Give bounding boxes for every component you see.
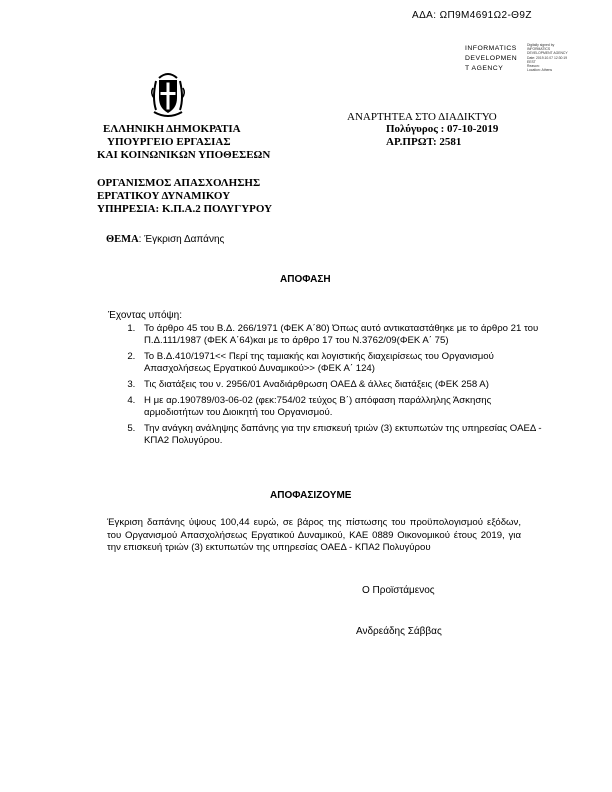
agency-name: ΟΡΓΑΝΙΣΜΟΣ ΑΠΑΣΧΟΛΗΣΗΣ (97, 177, 261, 189)
greek-coat-of-arms-emblem (148, 68, 188, 120)
subject-text: : Έγκριση Δαπάνης (138, 234, 225, 245)
ada-code: ΑΔΑ: ΩΠ9Μ4691Ω2-Θ9Ζ (412, 10, 532, 21)
signature-detail-line: EEST (527, 59, 536, 64)
signature-label-line: DEVELOPMEN (465, 55, 518, 62)
decision-title: ΑΠΟΦΑΣΗ (280, 274, 331, 285)
signature-detail-line: Date: 2019.10.07 12:30:19 (527, 55, 568, 60)
decision-text: Έγκριση δαπάνης ύψους 100,44 ευρώ, σε βάρος της πίστωσης του προϋπολογισμού εξόδων, του Οργανισμού Απασχολήσεως Εργατικού Δυναμικού, ΚΑΕ 0889 Οικονομικού έτους 2019, για την επισκευή τριών (3) εκτυπωτών της υπηρεσίας ΟΑΕΔ - ΚΠΑ2 Πολυγύρου (107, 517, 521, 554)
signature-detail-line: Location: Athens (527, 68, 553, 73)
signature-label-line: INFORMATICS (465, 45, 517, 52)
org-name: ΕΛΛΗΝΙΚΗ ΔΗΜΟΚΡΑΤΙΑ (103, 123, 241, 135)
list-item: 3. Τις διατάξεις του ν. 2956/01 Αναδιάρθρωση ΟΑΕΔ & άλλες διατάξεις (ΦΕΚ 258 Α) (138, 379, 548, 391)
considerations-list (108, 323, 548, 451)
list-item: 2. Το Β.Δ.410/1971<< Περί της ταμιακής και λογιστικής διαχειρίσεως του Οργανισμού Απασχολήσεως Εργατικού Δυναμικού>> (ΦΕΚ Α΄ 124) (138, 351, 548, 376)
place-date: Πολύγυρος : 07-10-2019 (386, 123, 499, 135)
posted-online-note: ΑΝΑΡΤΗΤΕΑ ΣΤΟ ΔΙΑΔΙΚΤΥΟ (347, 111, 497, 123)
signature-detail-line: DEVELOPMENT AGENCY (527, 51, 568, 56)
list-item: 1. Το άρθρο 45 του Β.Δ. 266/1971 (ΦΕΚ Α΄80) Όπως αυτό αντικαταστάθηκε με το άρθρο 21 του Π.Δ.111/1987 (ΦΕΚ Α΄64)και με το άρθρο 17 του Ν.3762/09(ΦΕΚ Α΄ 75) (138, 323, 548, 348)
digital-signature-label (465, 44, 517, 74)
list-item: 4. Η με αρ.190789/03-06-02 (φεκ:754/02 τεύχος Β΄) απόφαση παράλληλης Άσκησης αρμοδιοτήτων του Διοικητή του Οργανισμού. (138, 395, 548, 420)
signature-detail-line: INFORMATICS (527, 47, 551, 52)
signature-label-line: T AGENCY (465, 65, 504, 72)
we-decide-heading: ΑΠΟΦΑΣΙΖΟΥΜΕ (270, 490, 352, 501)
signature-detail-line: Digitally signed by (527, 43, 555, 47)
signatory-role: Ο Προϊστάμενος (362, 585, 435, 596)
subject-label: ΘΕΜΑ (106, 234, 139, 245)
list-item: 5. Την ανάγκη ανάληψης δαπάνης για την επισκευή τριών (3) εκτυπωτών της υπηρεσίας ΟΑΕΔ - ΚΠΑ2 Πολυγύρου. (138, 423, 548, 448)
ministry-name-cont: ΚΑΙ ΚΟΙΝΩΝΙΚΩΝ ΥΠΟΘΕΣΕΩΝ (97, 149, 271, 161)
ministry-name: ΥΠΟΥΡΓΕΙΟ ΕΡΓΑΣΙΑΣ (107, 136, 231, 148)
agency-name-cont: ΕΡΓΑΤΙΚΟΥ ΔΥΝΑΜΙΚΟΥ (97, 190, 231, 202)
protocol-number: ΑΡ.ΠΡΩΤ: 2581 (386, 136, 462, 148)
digital-signature-details (527, 43, 568, 72)
service-name: ΥΠΗΡΕΣΙΑ: Κ.Π.Α.2 ΠΟΛΥΓΥΡΟΥ (97, 203, 273, 215)
signature-detail-line: Reason: (527, 64, 540, 69)
signatory-name: Ανδρεάδης Σάββας (356, 626, 442, 637)
subject-line (106, 234, 224, 247)
considering-label: Έχοντας υπόψη: (108, 310, 182, 321)
